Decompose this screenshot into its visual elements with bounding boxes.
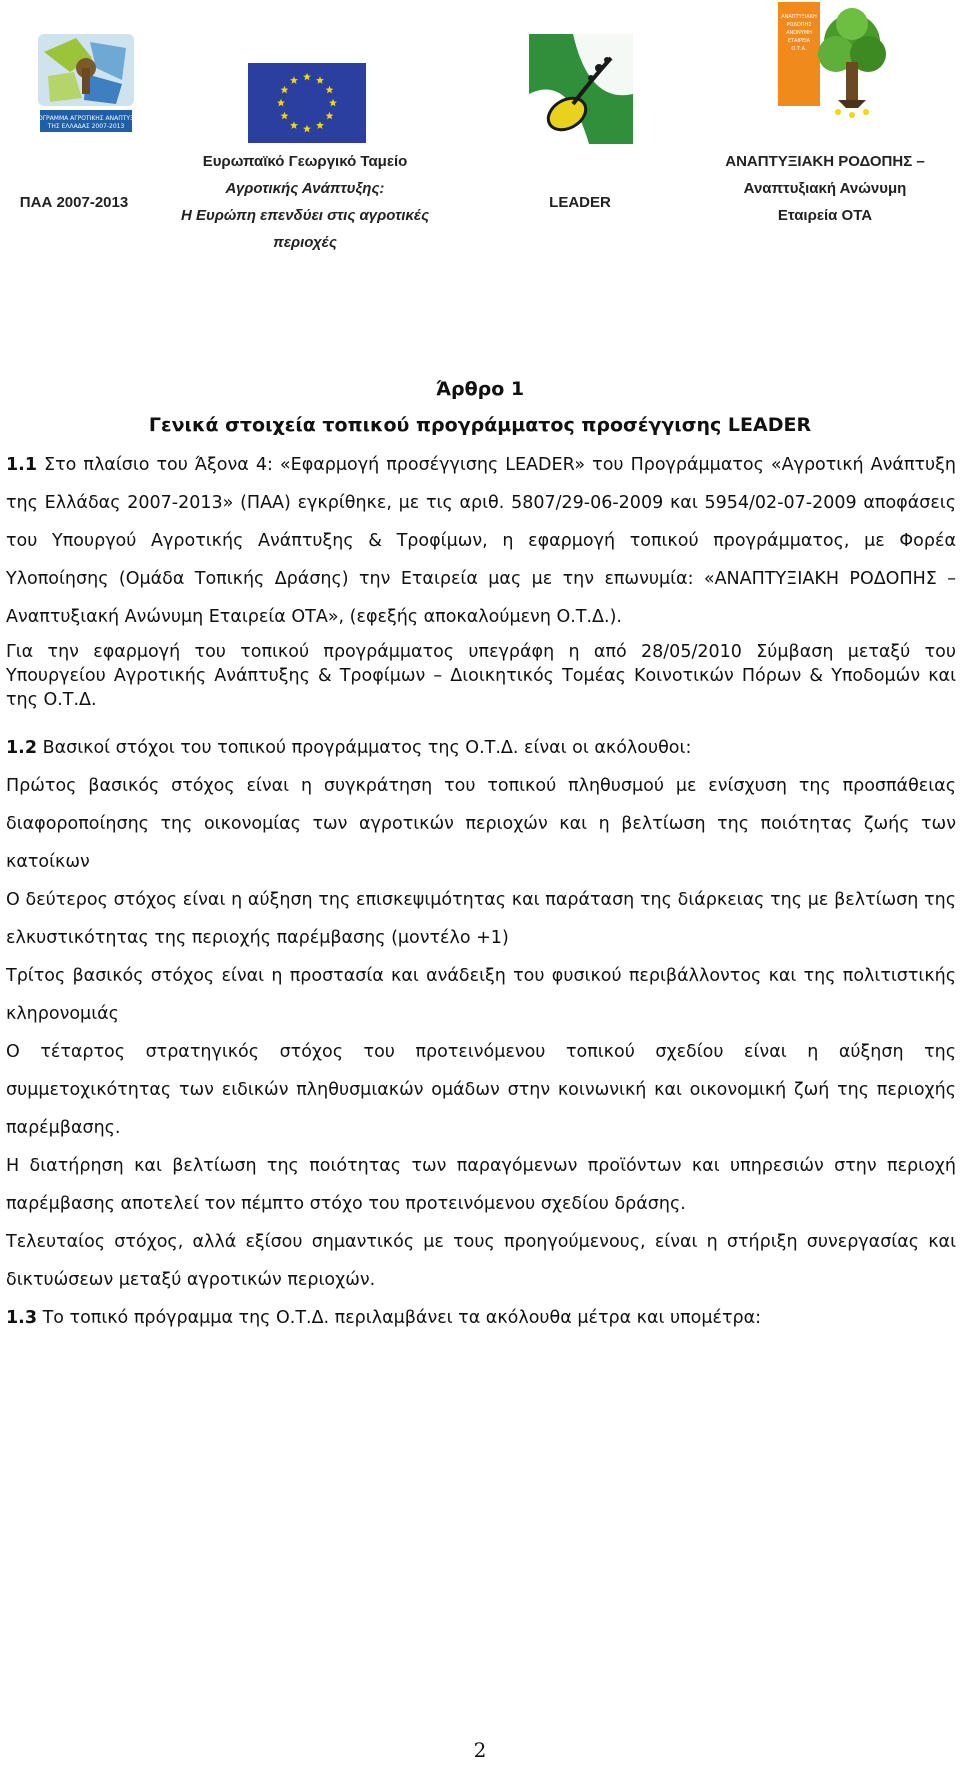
company-line2: Αναπτυξιακή Ανώνυμη — [743, 180, 907, 197]
section-1-2 — [6, 729, 956, 767]
section-1-1 — [6, 446, 956, 636]
section-1-3-number: 1.3 — [6, 1308, 38, 1328]
eu-fund-line4: περιοχές — [273, 234, 337, 251]
company-line3: Εταιρεία ΟΤΑ — [777, 207, 873, 224]
svg-text:ΤΗΣ ΕΛΛΑΔΑΣ 2007-2013: ΤΗΣ ΕΛΛΑΔΑΣ 2007-2013 — [47, 123, 125, 130]
company-text — [690, 148, 960, 229]
svg-text:Ο.Τ.Α.: Ο.Τ.Α. — [791, 46, 807, 52]
section-1-2-number: 1.2 — [6, 738, 38, 758]
section-1-3 — [6, 1299, 956, 1337]
company-tree-logo — [778, 2, 888, 122]
section-1-1-number: 1.1 — [6, 455, 38, 475]
goal-3: Τρίτος βασικός στόχος είναι η προστασία και ανάδειξη του φυσικού περιβάλλοντος και της πολιτιστικής κληρονομιάς — [6, 966, 956, 1024]
goal-6: Τελευταίος στόχος, αλλά εξίσου σημαντικός με τους προηγούμενους, είναι η στήριξη συνεργασίας και δικτυώσεων μεταξύ αγροτικών περιοχών. — [6, 1232, 956, 1290]
company-logo-text: ΑΝΑΠΤΥΞΙΑΚΗ — [781, 14, 817, 20]
goal-1: Πρώτος βασικός στόχος είναι η συγκράτηση του τοπικού πληθυσμού με ενίσχυση της προσπάθειας διαφοροποίησης της οικονομίας των αγροτικών περιοχών και η βελτίωση της ποιότητας ζωής των κατοίκων — [6, 776, 956, 872]
goal-5: Η διατήρηση και βελτίωση της ποιότητας των παραγόμενων προϊόντων και υπηρεσιών στην περιοχή παρέμβασης αποτελεί τον πέμπτο στόχο του προτεινόμενου σχεδίου δράσης. — [6, 1156, 956, 1214]
eu-fund-line2: Αγροτικής Ανάπτυξης: — [225, 180, 385, 197]
svg-text:ΑΝΩΝΥΜΗ: ΑΝΩΝΥΜΗ — [786, 30, 812, 36]
svg-text:ΕΤΑΙΡΕΙΑ: ΕΤΑΙΡΕΙΑ — [787, 38, 811, 44]
goal-4: Ο τέταρτος στρατηγικός στόχος του προτεινόμενου τοπικού σχεδίου είναι η αύξηση της συμμετοχικότητας των ειδικών πληθυσμιακών ομάδων στην κοινωνική και οικονομική ζωή της περιοχής παρέμβασης. — [6, 1042, 956, 1138]
goal-2: Ο δεύτερος στόχος είναι η αύξηση της επισκεψιμότητας και παράταση της διάρκειας της με βελτίωση της ελκυστικότητας της περιοχής παρέμβασης (μοντέλο +1) — [6, 890, 956, 948]
section-1-1-text: Στο πλαίσιο του Άξονα 4: «Εφαρμογή προσέγγισης LEADER» του Προγράμματος «Αγροτική Ανάπτυξη της Ελλάδας 2007-2013» (ΠΑΑ) εγκρίθηκε, με τις αριθ. 5807/29-06-2009 και 5954/02-07-2009 αποφάσεις του Υπουργού Αγροτικής Ανάπτυξης & Τροφίμων, η εφαρμογή τοπικού προγράμματος, με Φορέα Υλοποίησης (Ομάδα Τοπικής Δράσης) την Εταιρεία μας με την επωνυμία: «ΑΝΑΠΤΥΞΙΑΚΗ ΡΟΔΟΠΗΣ – Αναπτυξιακή Ανώνυμη Εταιρεία ΟΤΑ», (εφεξής αποκαλούμενη Ο.Τ.Δ.). — [6, 455, 956, 627]
section-1-3-text: Το τοπικό πρόγραμμα της Ο.Τ.Δ. περιλαμβάνει τα ακόλουθα μέτρα και υπομέτρα: — [37, 1308, 762, 1328]
section-1-2-text: Βασικοί στόχοι του τοπικού προγράμματος της Ο.Τ.Δ. είναι οι ακόλουθοι: — [37, 738, 692, 758]
pda-logo — [30, 28, 142, 136]
eu-flag-logo — [248, 63, 366, 143]
pda-label: ΠΑΑ 2007-2013 — [19, 194, 129, 211]
article-subheading: Γενικά στοιχεία τοπικού προγράμματος προσέγγισης LEADER — [148, 414, 812, 436]
leader-logo — [529, 34, 633, 144]
eu-fund-line3: Η Ευρώπη επενδύει στις αγροτικές — [180, 207, 430, 224]
leader-label: LEADER — [549, 194, 611, 211]
svg-text:ΡΟΔΟΠΗΣ: ΡΟΔΟΠΗΣ — [786, 22, 812, 28]
contract-paragraph: Για την εφαρμογή του τοπικού προγράμματος υπεγράφη η από 28/05/2010 Σύμβαση μεταξύ του Υπουργείου Αγροτικής Ανάπτυξης & Τροφίμων – Διοικητικός Τομέας Κοινοτικών Πόρων & Υποδομών και της Ο.Τ.Δ. — [6, 642, 956, 710]
pda-logo-text: ΠΡΟΓΡΑΜΜΑ ΑΓΡΟΤΙΚΗΣ ΑΝΑΠΤΥΞΗΣ — [30, 115, 142, 122]
eu-fund-text — [160, 148, 450, 256]
page-number: 2 — [473, 1738, 487, 1762]
article-heading: Άρθρο 1 — [435, 378, 525, 400]
company-line1: ΑΝΑΠΤΥΞΙΑΚΗ ΡΟΔΟΠΗΣ – — [725, 153, 925, 170]
eu-fund-line1: Ευρωπαϊκό Γεωργικό Ταμείο — [202, 153, 408, 170]
